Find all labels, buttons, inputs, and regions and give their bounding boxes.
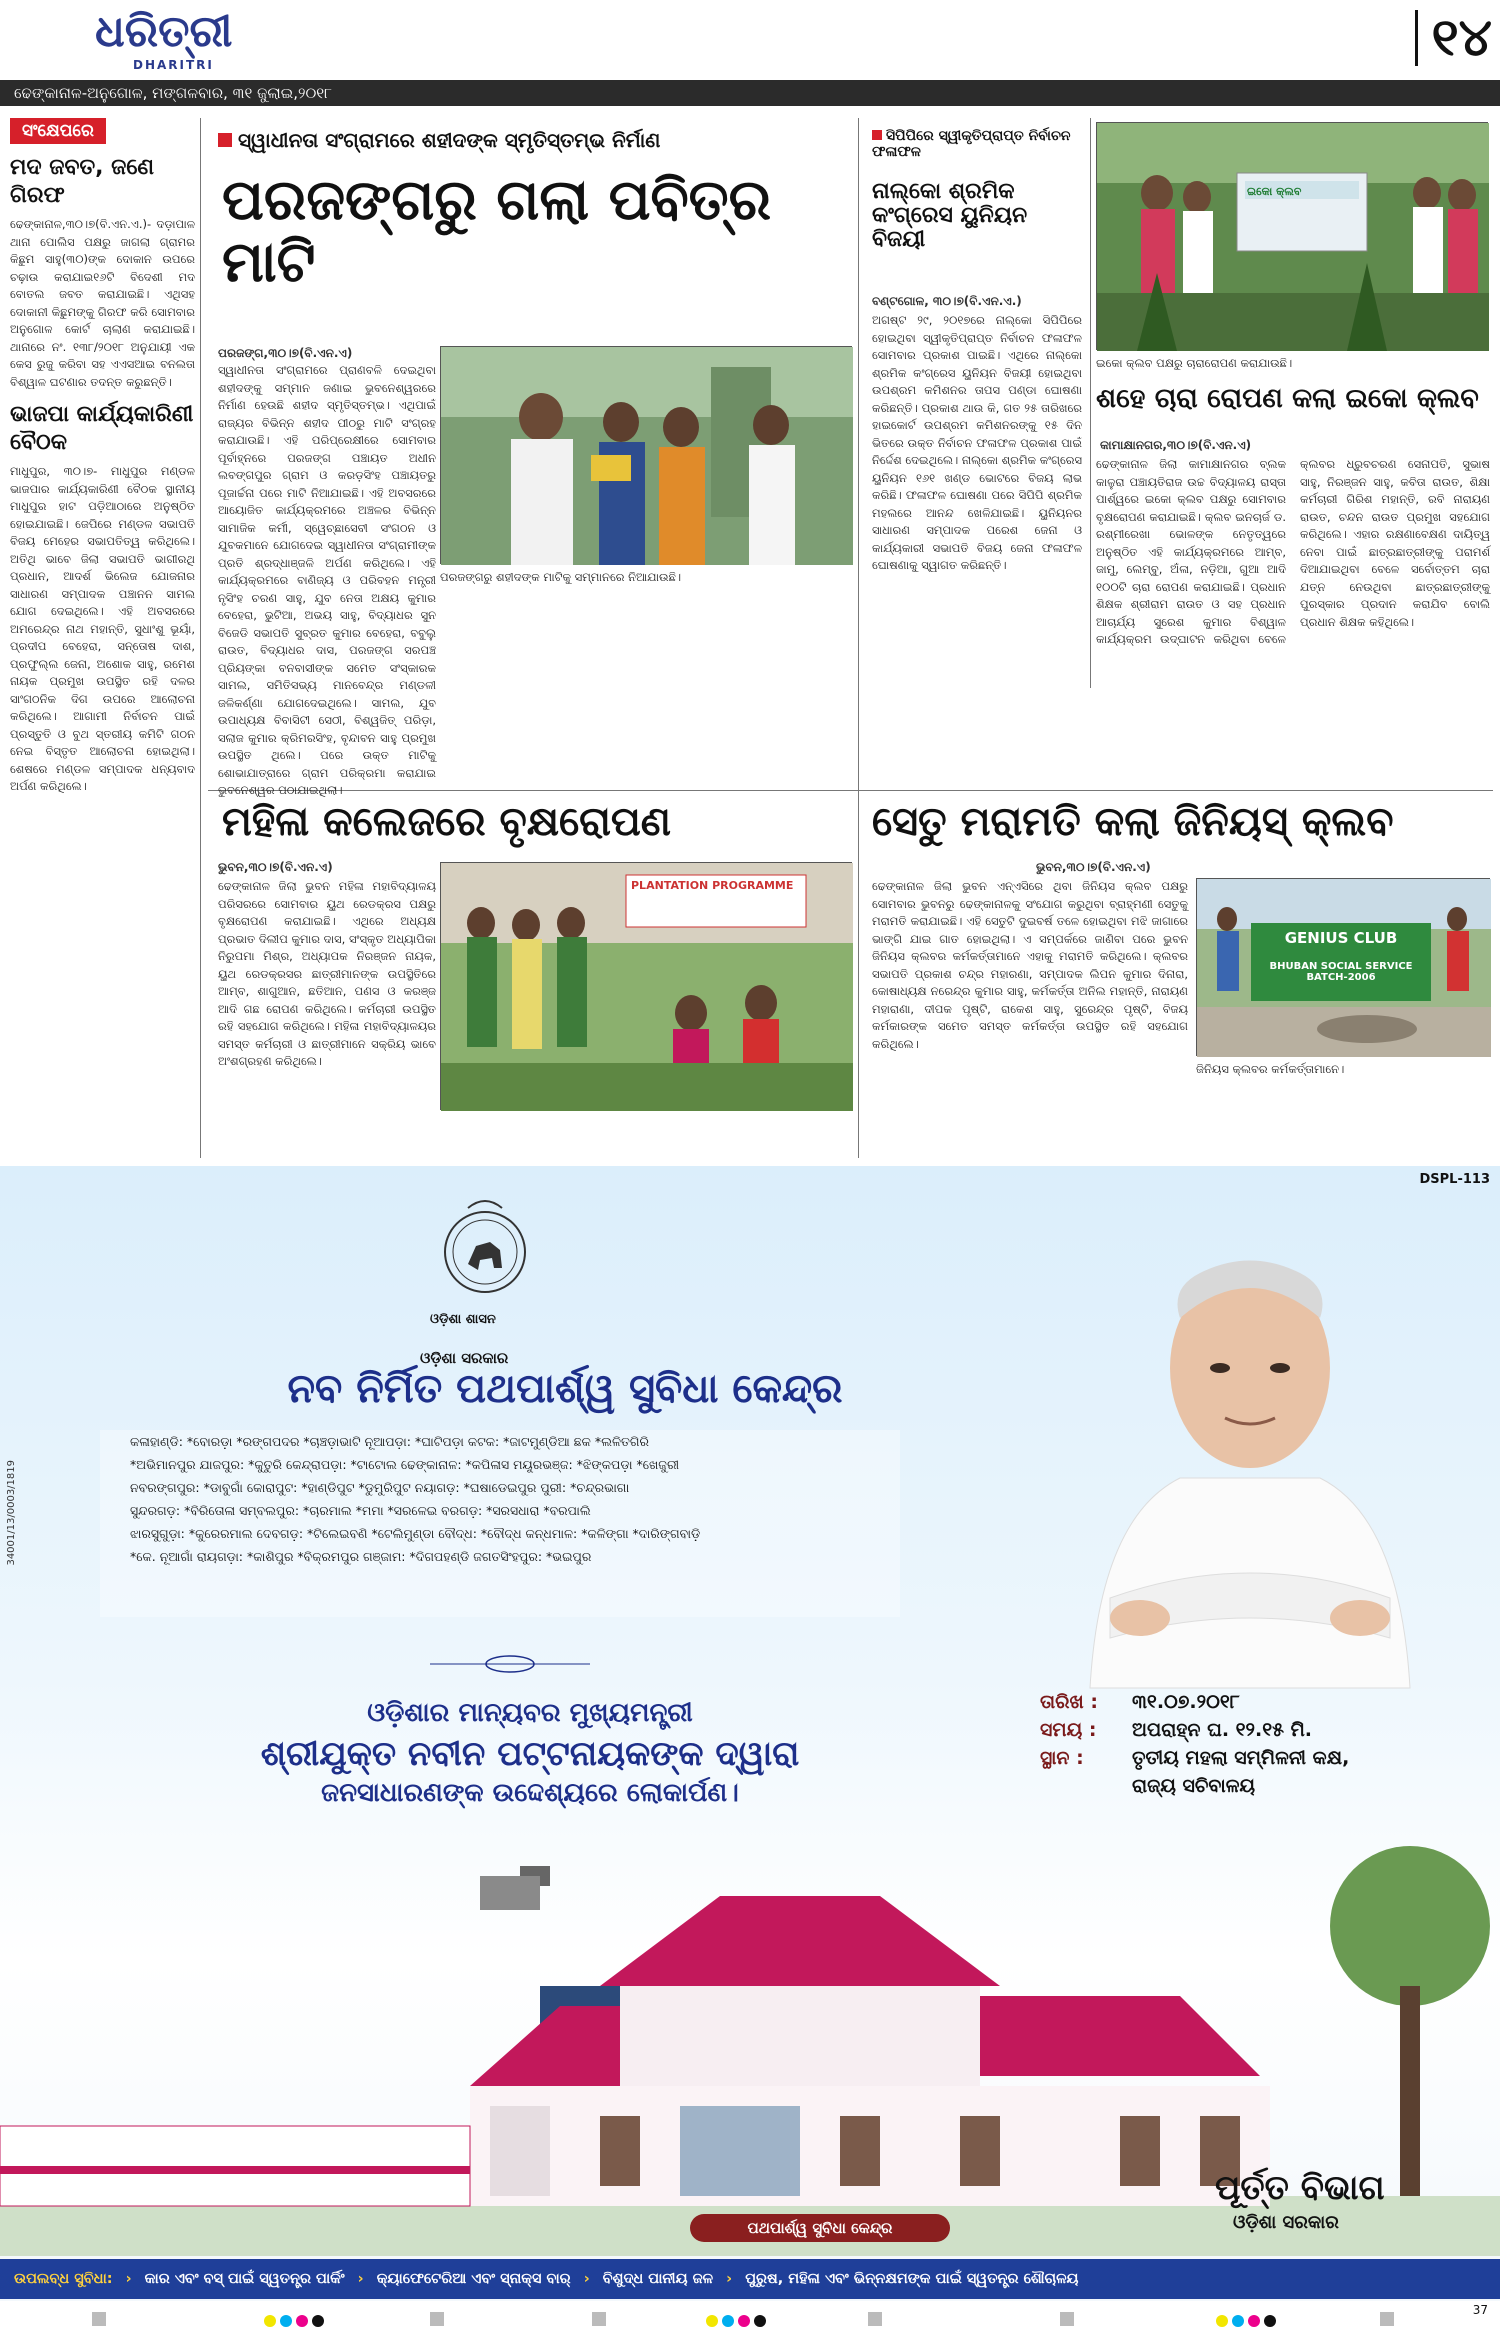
location-line: ଝାରସୁଗୁଡ଼ା: *କୁରେରମାଲ ଦେବଗଡ଼: *ଟିଲେଇବଣି *ଟେଲିମୁଣ୍ଡା ବୌଦ୍ଧ: *ବୌଦ୍ଧ କନ୍ଧମାଳ: *କଳିଙ୍ଗା *ଦାରିଙ୍ଗବାଡ଼ି <box>130 1526 701 1541</box>
brief-headline-1: ମଦ ଜବତ, ଜଣେ ଗିରଫ <box>10 155 155 208</box>
story3-photo <box>1096 122 1488 350</box>
time-value: ଅପରାହ୍ନ ଘ. ୧୨.୧୫ ମି. <box>1132 1719 1313 1741</box>
black-dot-icon <box>312 2315 324 2327</box>
newspaper-logo <box>95 6 255 78</box>
story2-kicker <box>872 128 1082 160</box>
story5-caption: ଜିନିୟସ କ୍ଲବର କର୍ମକର୍ତ୍ତାମାନେ। <box>1196 1062 1345 1076</box>
brief-body-2: ମାଧୁପୁର, ୩୦।୭- ମାଧୁପୁର ମଣ୍ଡଳ ଭାଜପାର କାର୍ଯ୍ୟକାରିଣୀ ବୈଠକ ସ୍ଥାନୀୟ ମାଧୁପୁର ହାଟ ପଡ଼ିଆଠାରେ ଅନୁଷ୍ଠିତ ହୋଇଯାଇଛି। ଜେପିରେ ମଣ୍ଡଳ ସଭାପତି ବିଜୟ ମେହେର ସଭାପତିତ୍ୱ କରିଥିଲେ। ଅତିଥି ଭାବେ ଜିଲା ସଭାପତି ଭାଗୀରଥି ପ୍ରଧାନ, ଆଦର୍ଶ ଭିଲେଜ ଯୋଜନାର ସାଧାରଣ ସମ୍ପାଦକ ପଞ୍ଚାନନ ସାମଲ ଯୋଗ ଦେଇଥିଲେ। ଏହି ଅବସରରେ ଅମରେନ୍ଦ୍ର ନାଥ ମହାନ୍ତି, ସୁଧାଂଶୁ ଭୂୟାଁ, ପ୍ରଦୀପ ବେହେରା, ସନ୍ତୋଷ ଦାଶ, ପ୍ରଫୁଲ୍ଲ ଜେନା, ଅଶୋକ ସାହୁ, ରମେଶ ନାୟକ ପ୍ରମୁଖ ଉପସ୍ଥିତ ରହି ଦଳର ସାଂଗଠନିକ ଦିଗ ଉପରେ ଆଲୋଚନା କରିଥିଲେ। ଆଗାମୀ ନିର୍ବାଚନ ପାଇଁ ପ୍ରସ୍ତୁତି ଓ ବୁଥ ସ୍ତରୀୟ କମିଟି ଗଠନ ନେଇ ବିସ୍ତୃତ ଆଲୋଚନା ହୋଇଥିଲା। ଶେଷରେ ମଣ୍ଡଳ ସମ୍ପାଦକ ଧନ୍ୟବାଦ ଅର୍ପଣ କରିଥିଲେ। <box>10 464 195 793</box>
story2-body: ଅଗଷ୍ଟ ୨୯, ୨୦୧୭ରେ ନାଲ୍କୋ ସିପିପିରେ ହୋଇଥିବା ସ୍ୱୀକୃତିପ୍ରାପ୍ତ ନିର୍ବାଚନ ଫଳାଫଳ ସୋମବାର ପ୍ରକାଶ ପାଇଛି। ଏଥିରେ ନାଲ୍କୋ ଶ୍ରମିକ କଂଗ୍ରେସ ୟୁନିୟନ ବିଜୟୀ ହୋଇଥିବା ଉପଶ୍ରମ କମିଶନର ତାପସ ପଣ୍ଡା ଘୋଷଣା କରିଛନ୍ତି। ପ୍ରକାଶ ଥାଉ କି, ଗତ ୨୫ ତାରିଖରେ ହାଇକୋର୍ଟ ଉପଶ୍ରମ କମିଶନରଙ୍କୁ ୧୫ ଦିନ ଭିତରେ ଉକ୍ତ ନିର୍ବାଚନ ଫଳାଫଳ ପ୍ରକାଶ ପାଇଁ ନିର୍ଦ୍ଦେଶ ଦେଇଥିଲେ। ନାଲ୍କୋ ଶ୍ରମିକ କଂଗ୍ରେସ ୟୁନିୟନ ୧୬୧ ଖଣ୍ଡ ଭୋଟରେ ବିଜୟ ଲାଭ କରିଛି। ଫଳାଫଳ ଘୋଷଣା ପରେ ସିପିପି ଶ୍ରମିକ ମହଲରେ ଆନନ୍ଦ ଖେଳିଯାଇଛି। ୟୁନିୟନର ସାଧାରଣ ସମ୍ପାଦକ ପରେଶ ଜେନା ଓ କାର୍ଯ୍ୟକାରୀ ସଭାପତି ବିଜୟ ଜେନା ଫଳାଫଳ ଘୋଷଣାକୁ ସ୍ୱାଗତ କରିଛନ୍ତି। <box>872 313 1082 572</box>
story1-body-col2 <box>440 588 852 696</box>
story5-dateline: ଭୁବନ,୩୦।୭(ବି.ଏନ.ଏ) <box>1036 860 1151 874</box>
facility-pill: ପଥପାର୍ଶ୍ୱ ସୁବିଧା କେନ୍ଦ୍ର <box>690 2214 950 2242</box>
kicker-square-icon <box>872 130 882 140</box>
odisha-emblem-icon <box>440 1194 530 1324</box>
page-number: ୧୪ <box>1415 10 1492 66</box>
story2-kicker-text: ସିପିପିରେ ସ୍ୱୀକୃତିପ୍ରାପ୍ତ ନିର୍ବାଚନ ଫଳାଫଳ <box>872 128 1071 160</box>
department-name: ପୂର୍ତ୍ତ ବିଭାଗ <box>1215 2168 1385 2208</box>
banner-sub: BHUBAN SOCIAL SERVICE <box>1269 961 1413 972</box>
story1-body: ସ୍ୱାଧୀନତା ସଂଗ୍ରାମରେ ପ୍ରାଣବଳି ଦେଇଥିବା ଶହୀଦଙ୍କୁ ସମ୍ମାନ ଜଣାଇ ଭୁବନେଶ୍ୱରରେ ନିର୍ମାଣ ହେଉଛି ଶହୀଦ ସ୍ମୃତିସ୍ତମ୍ଭ। ଏଥିପାଇଁ ରାଜ୍ୟର ବିଭିନ୍ନ ଶହୀଦ ପୀଠରୁ ମାଟି ସଂଗ୍ରହ କରାଯାଉଛି। ଏହି ପରିପ୍ରେକ୍ଷୀରେ ସୋମବାର ପୂର୍ବାହ୍ନରେ ପରଜଙ୍ଗ ପଞ୍ଚାୟତ ଅଧୀନ ଲବଙ୍ଗପୁର ଗ୍ରାମ ଓ କରଡ଼ସିଂହ ପଞ୍ଚାୟତରୁ ପୂଜାର୍ଚ୍ଚନା ପରେ ମାଟି ନିଆଯାଇଛି। ଏହି ଅବସରରେ ଆୟୋଜିତ କାର୍ଯ୍ୟକ୍ରମରେ ଅଞ୍ଚଳର ବିଭିନ୍ନ ସାମାଜିକ କର୍ମୀ, ସ୍ୱେଚ୍ଛାସେବୀ ସଂଗଠନ ଓ ଯୁବକମାନେ ଯୋଗଦେଇ ସ୍ୱାଧୀନତା ସଂଗ୍ରାମୀଙ୍କ ପ୍ରତି ଶ୍ରଦ୍ଧାଞ୍ଜଳି ଅର୍ପଣ କରିଥିଲେ। ଏହି କାର୍ଯ୍ୟକ୍ରମରେ ବାଣିଜ୍ୟ ଓ ପରିବହନ ମନ୍ତ୍ରୀ ନୃସିଂହ ଚରଣ ସାହୁ, ଯୁବ ନେତା ଅକ୍ଷୟ କୁମାର ବେହେରା, ଭୁଟିଆ, ଅଭୟ ସାହୁ, ବିଦ୍ୟାଧର ସୁନ ବିଜେଡି ସଭାପତି ସୁବ୍ରତ କୁମାର ବେହେରା, ବବୁଲୁ ରାଉତ, ବିଦ୍ୟାଧର ଦାସ, ପରଜଙ୍ଗ ସରପଞ୍ଚ ପ୍ରିୟଙ୍କା ବନବାସୀଙ୍କ ସମେତ ସଂସ୍କାରକ ସାମଲ, ସମିତିସଭ୍ୟ ମାନବେନ୍ଦ୍ର ମଣ୍ଡଳୀ ଜଳିକର୍ଣ୍ଣା ଯୋଗଦେଇଥିଲେ। ସାମଲ, ଯୁବ ଉପାଧ୍ୟକ୍ଷ ବିବାସିଟୀ ସେଠୀ, ବିଶ୍ୱଜିତ୍ ପରିଡ଼ା, ସଲାଜ କୁମାର କ୍ରିମରସିଂହ, ବୃନ୍ଦାବନ ସାହୁ ପ୍ରମୁଖ ଉପସ୍ଥିତ ଥିଲେ। ପରେ ଉକ୍ତ ମାଟିକୁ ଶୋଭାଯାତ୍ରାରେ ଗ୍ରାମ ପରିକ୍ରମା କରାଯାଇ ଭୁବନେଶ୍ୱର ପଠାଯାଇଥିଲା। <box>218 363 436 797</box>
location-line: *ଅଭିମାନପୁର ଯାଜପୁର: *କୁତୁରି କେନ୍ଦ୍ରାପଡ଼ା: *ଟାଟୋଲ ଢେଙ୍କାନାଳ: *କପିଳାସ ମୟୂରଭଞ୍ଜ: *ଝିଙ୍କପଡ଼ା *ଖେଜୁରୀ <box>130 1457 680 1472</box>
story4-body-continued <box>440 1114 852 1158</box>
story4-photo-image <box>441 863 853 1111</box>
story3-headline: ଶହେ ଚାରା ରୋପଣ କଲା ଇକୋ କ୍ଲବ <box>1096 383 1479 414</box>
facilities-footer <box>0 2259 1500 2299</box>
story2-dateline: ବଣ୍ଟଗୋଳ, ୩୦।୭(ବି.ଏନ.ଏ.) <box>872 294 1022 308</box>
facility-item: କାର ଏବଂ ବସ୍ ପାଇଁ ସ୍ୱତନ୍ତ୍ର ପାର୍କିଂ <box>144 2271 345 2287</box>
facility-item: ବିଶୁଦ୍ଧ ପାନୀୟ ଜଳ <box>602 2271 714 2287</box>
grey-mark-icon <box>92 2312 106 2326</box>
event-date <box>1040 1688 1460 1716</box>
yellow-dot-icon <box>706 2315 718 2327</box>
ad-line-2: ଶ୍ରୀଯୁକ୍ତ ନବୀନ ପଟ୍ଟନାୟକଙ୍କ ଦ୍ୱାରା <box>260 1734 800 1774</box>
cyan-dot-icon <box>1232 2315 1244 2327</box>
section-tag: ସଂକ୍ଷେପରେ <box>10 118 106 144</box>
story1-kicker <box>218 128 838 152</box>
chief-minister-portrait <box>1030 1218 1470 1688</box>
black-dot-icon <box>1264 2315 1276 2327</box>
brief-headline-2: ଭାଜପା କାର୍ଯ୍ୟକାରିଣୀ ବୈଠକ <box>10 402 194 455</box>
ad-line-3: ଜନସାଧାରଣଙ୍କ ଉଦ୍ଦେଶ୍ୟରେ ଲୋକାର୍ପଣ। <box>321 1778 739 1808</box>
story1-headline: ପରଜଙ୍ଗରୁ ଗଲା ପବିତ୍ର ମାଟି <box>222 168 772 295</box>
grey-mark-icon <box>868 2312 882 2326</box>
magenta-dot-icon <box>1248 2315 1260 2327</box>
story3-photo-image <box>1097 123 1489 351</box>
ad-title: ନବ ନିର୍ମିତ ପଥପାର୍ଶ୍ୱ ସୁବିଧା କେନ୍ଦ୍ର <box>287 1366 843 1412</box>
date-value: ୩୧.୦୭.୨୦୧୮ <box>1132 1691 1240 1713</box>
story1-kicker-text: ସ୍ୱାଧୀନତା ସଂଗ୍ରାମରେ ଶହୀଦଙ୍କ ସ୍ମୃତିସ୍ତମ୍ଭ ନିର୍ମାଣ <box>238 128 661 152</box>
row-divider <box>208 790 1493 791</box>
magenta-dot-icon <box>738 2315 750 2327</box>
emblem-text: ଓଡ଼ିଶା ଶାସନ <box>430 1312 496 1327</box>
facility-item: ପୁରୁଷ, ମହିଳା ଏବଂ ଭିନ୍ନକ୍ଷମଙ୍କ ପାଇଁ ସ୍ୱତନ୍ତ୍ର ଶୌଚାଳୟ <box>745 2271 1079 2287</box>
story4-dateline: ଭୁବନ,୩୦।୭(ବି.ଏନ.ଏ) <box>218 860 333 874</box>
folio-number: 37 <box>1472 2303 1488 2317</box>
banner-title: GENIUS CLUB <box>1284 929 1398 947</box>
magenta-dot-icon <box>296 2315 308 2327</box>
story4-headline: ମହିଳା କଲେଜରେ ବୃକ୍ଷରୋପଣ <box>222 799 672 845</box>
kicker-square-icon <box>218 133 232 147</box>
grey-mark-icon <box>1060 2312 1074 2326</box>
venue-value-2: ରାଜ୍ୟ ସଚିବାଳୟ <box>1132 1775 1256 1797</box>
genius-club-banner <box>1255 929 1427 983</box>
grey-mark-icon <box>592 2312 606 2326</box>
brief-body-1: ଢେଙ୍କାନାଳ,୩୦।୭(ବି.ଏନ.ଏ.)- ଦଡ଼ାପାଳ ଥାନା ପୋଲିସ ପକ୍ଷରୁ ଜାଗଲା ଗ୍ରାମର କିଛୁମ ସାହୁ(୩୦)ଙ୍କ ଦୋକାନ ଉପରେ ଚଢ଼ାଉ କରାଯାଇ୧୬ଟି ବିଦେଶୀ ମଦ ବୋତଲ ଜବତ କରାଯାଇଛି। ଏଥିସହ ଦୋକାନୀ କିଛୁମଙ୍କୁ ଗିରଫ କରି ସୋମବାର ଅନୁଗୋଳ କୋର୍ଟ ଚାଲାଣ କରାଯାଇଛି। ଥାନାରେ ନଂ. ୧୩୮/୨୦୧୮ ଅନୁଯାୟୀ ଏକ କେସ ରୁଜୁ କରିବା ସହ ଏଏସଆଇ ବନଲତା ବିଶ୍ୱାଳ ଘଟଣାର ତଦନ୍ତ କରୁଛନ୍ତି। <box>10 217 195 389</box>
column-divider <box>200 118 201 1158</box>
ad-side-code: 34001/13/0003/1819 <box>6 1460 17 1566</box>
brand-sub: DHARITRI <box>133 58 214 72</box>
flourish-divider-icon <box>430 1652 590 1676</box>
story5-photo <box>1196 878 1490 1056</box>
separator-icon: › <box>726 2271 733 2287</box>
yellow-dot-icon <box>1216 2315 1228 2327</box>
ad-line-1: ଓଡ଼ିଶାର ମାନ୍ୟବର ମୁଖ୍ୟମନ୍ତ୍ରୀ <box>367 1698 693 1728</box>
facilities-label: ଉପଲବ୍ଧ ସୁବିଧା: <box>14 2271 113 2287</box>
story4-banner-text: PLANTATION PROGRAMME <box>631 879 794 892</box>
venue-label: ସ୍ଥାନ : <box>1040 1747 1084 1769</box>
location-line: ନବରଙ୍ଗପୁର: *ଡାବୁଗାଁ କୋରାପୁଟ: *ହାଣ୍ଡିପୁଟ *ଡୁମୁରିପୁଟ ନୟାଗଡ଼: *ଘଷାଡେଇପୁର ପୁରୀ: *ଚନ୍ଦ୍ରଭାଗା <box>130 1480 630 1495</box>
facility-item: କ୍ୟାଫେଟେରିଆ ଏବଂ ସ୍ନାକ୍ସ ବାର୍ <box>376 2271 571 2287</box>
yellow-dot-icon <box>264 2315 276 2327</box>
separator-icon: › <box>583 2271 590 2287</box>
masthead <box>0 0 1500 80</box>
cyan-dot-icon <box>722 2315 734 2327</box>
department-govt: ଓଡ଼ିଶା ସରକାର <box>1233 2212 1339 2233</box>
time-label: ସମୟ : <box>1040 1719 1097 1741</box>
separator-icon: › <box>125 2271 132 2287</box>
story1-body-col1 <box>218 362 436 797</box>
event-venue-2 <box>1040 1772 1460 1800</box>
story3-caption: ଇକୋ କ୍ଲବ ପକ୍ଷରୁ ଚାରାରୋପଣ କରାଯାଉଛି। <box>1096 356 1293 370</box>
location-line: ସୁନ୍ଦରଗଡ଼: *ବିରିତୋଳା ସମ୍ବଲପୁର: *ଚାରମାଲ *ମମା *ସରଳେଇ ବରଗଡ଼: *ସରସଧାରା *ବରପାଲି <box>130 1503 591 1518</box>
print-registration-marks <box>0 2302 1500 2335</box>
location-line: କଳାହାଣ୍ଡି: *ବୋରଡ଼ା *ରଙ୍ଗପଦର *ଚାଞ୍ଚଡ଼ାଭାଟି ନୂଆପଡ଼ା: *ଘାଟିପଡ଼ା କଟକ: *ଜାଟମୁଣ୍ଡିଆ ଛକ *ଲଳିତଗିରି <box>130 1434 649 1449</box>
brief-column <box>10 118 195 1158</box>
story5-body: ଢେଙ୍କାନାଳ ଜିଲା ଭୁବନ ଏନ୍‌ଏସିରେ ଥିବା ଜିନିୟସ କ୍ଲବ ପକ୍ଷରୁ ସୋମବାର ଭୁବନରୁ ଢେଙ୍କାନାଳକୁ ସଂଯୋଗ କରୁଥିବା ବ୍ରାହ୍ମଣୀ ସେତୁକୁ ମରାମତି କରାଯାଇଛି। ଏହି ସେତୁଟି ଦୁଇବର୍ଷ ତଳେ ହୋଇଥିବା ମଝି ଜାଗାରେ ଭାଙ୍ଗି ଯାଇ ଗାତ ହୋଇଥିଲା। ଏ ସମ୍ପର୍କରେ ଜାଣିବା ପରେ ଭୁବନ ଜିନିୟସ କ୍ଲବର କର୍ମକର୍ତ୍ତାମାନେ ଏହାକୁ ମରାମତି କରିଥିଲେ। କ୍ଲବର ସଭାପତି ପ୍ରକାଶ ଚନ୍ଦ୍ର ମହାରଣା, ସମ୍ପାଦକ ଲିପନ କୁମାର ଦିନାରା, କୋଷାଧ୍ୟକ୍ଷ ନରେନ୍ଦ୍ର କୁମାର ସାହୁ, କର୍ମକର୍ତ୍ତା ଅନିଲ ମହାନ୍ତି, ନାରାୟଣ ମହାରାଣା, ଦୀପକ ପୃଷ୍ଟି, ରାକେଶ ସାହୁ, ସୁରେନ୍ଦ୍ର ପୃଷ୍ଟି, ବିଜୟ କର୍ମକାରଙ୍କ ସମେତ ସମସ୍ତ କର୍ମକର୍ତ୍ତା ଉପସ୍ଥିତ ରହି ସହଯୋଗ କରିଥିଲେ। <box>872 879 1188 1051</box>
story3-photo-banner: ଇକୋ କ୍ଲବ <box>1247 185 1302 198</box>
separator-icon: › <box>357 2271 364 2287</box>
story2-headline: ନାଲ୍କୋ ଶ୍ରମିକ କଂଗ୍ରେସ ୟୁନିୟନ ବିଜୟୀ <box>872 179 1028 253</box>
ad-govt-name: ଓଡ଼ିଶା ସରକାର <box>420 1349 509 1367</box>
story1-dateline: ପରଜଙ୍ଗ,୩୦।୭(ବି.ଏନ.ଏ) <box>218 346 353 360</box>
story1-caption: ପରଜଙ୍ଗରୁ ଶହୀଦଙ୍କ ମାଟିକୁ ସମ୍ମାନରେ ନିଆଯାଉଛି। <box>440 570 682 584</box>
venue-value: ତୃତୀୟ ମହଲା ସମ୍ମିଳନୀ କକ୍ଷ, <box>1132 1747 1350 1769</box>
story3-dateline: କାମାକ୍ଷାନଗର,୩୦।୭(ବି.ଏନ.ଏ) <box>1100 438 1252 452</box>
ad-code: DSPL-113 <box>1419 1172 1490 1187</box>
story4-photo <box>440 862 852 1110</box>
grey-mark-icon <box>430 2312 444 2326</box>
edition-dateline: ଢେଙ୍କାନାଳ-ଅନୁଗୋଳ, ମଙ୍ଗଳବାର, ୩୧ ଜୁଲାଇ,୨୦୧୮ <box>0 80 1500 106</box>
brand-name: ଧରିତ୍ରୀ <box>95 6 233 57</box>
story5-headline: ସେତୁ ମରାମତି କଲା ଜିନିୟସ୍ କ୍ଲବ <box>872 799 1394 845</box>
story3-body: ଢେଙ୍କାନାଳ ଜିଲା କାମାକ୍ଷାନଗର ବ୍ଲକ କାଳୁରା ପଞ୍ଚାୟତିରାଜ ଉଚ୍ଚ ବିଦ୍ୟାଳୟ ରାସ୍ତା ପାର୍ଶ୍ୱରେ ଇକୋ କ୍ଲବ ପକ୍ଷରୁ ସୋମବାର ବୃକ୍ଷରୋପଣ କରାଯାଇଛି। କ୍ଲବ ଇନଚାର୍ଜ ଡ. ରଶ୍ମୀରେଖା ଭୋଳଙ୍କ ନେତୃତ୍ୱରେ ଅନୁଷ୍ଠିତ ଏହି କାର୍ଯ୍ୟକ୍ରମରେ ଆମ୍ବ, ଜାମୁ, ଲେମ୍ବୁ, ଅଁଳା, ନଡ଼ିଆ, ଗୁଆ ଆଦି ୧୦୦ଟି ଚାରା ରୋପଣ କରାଯାଇଛି। ପ୍ରଧାନ ଶିକ୍ଷକ ଶ୍ରୀରାମ ରାଉତ ଓ ସହ ପ୍ରଧାନ ଆଚାର୍ଯ୍ୟ ସୁରେଶ କୁମାର ବିଶ୍ୱାଳ କାର୍ଯ୍ୟକ୍ରମ ଉଦ୍‌ଘାଟନ କରିଥିବା ବେଳେ କ୍ଲବର ଧ୍ରୁବଚରଣ ସେନାପତି, ସୁଭାଷ ସାହୁ, ନିରଞ୍ଜନ ସାହୁ, କବିତା ରାଉତ, ଶିକ୍ଷା କର୍ମଚାରୀ ଗିରିଶ ମହାନ୍ତି, ରବି ନାରାୟଣ ରାଉତ, ଚନ୍ଦନ ରାଉତ ପ୍ରମୁଖ ସହଯୋଗ କରିଥିଲେ। ଏହାର ରକ୍ଷଣାବେକ୍ଷଣ ଦାୟିତ୍ୱ ନେବା ପାଇଁ ଛାତ୍ରଛାତ୍ରୀଙ୍କୁ ପରାମର୍ଶ ଦିଆଯାଇଥିବା ବେଳେ ସର୍ବୋତ୍ତମ ଚାରା ଯତ୍ନ ନେଉଥିବା ଛାତ୍ରଛାତ୍ରୀଙ୍କୁ ପୁରସ୍କାର ପ୍ରଦାନ କରାଯିବ ବୋଲି ପ୍ରଧାନ ଶିକ୍ଷକ କହିଥିଲେ। <box>1096 457 1490 646</box>
event-time <box>1040 1716 1460 1744</box>
story4-body: ଢେଙ୍କାନାଳ ଜିଲା ଭୁବନ ମହିଳା ମହାବିଦ୍ୟାଳୟ ପରିସରରେ ସୋମବାର ୟୁଥ ରେଡକ୍ରସ ପକ୍ଷରୁ ବୃକ୍ଷରୋପଣ କରାଯାଇଛି। ଏଥିରେ ଅଧ୍ୟକ୍ଷ ପ୍ରଭାତ ଦିଲୀପ କୁମାର ଦାସ, ସଂସ୍କୃତ ଅଧ୍ୟାପିକା ନିରୁପମା ମିଶ୍ର, ଅଧ୍ୟାପକ ନିରଞ୍ଜନ ନାୟକ, ୟୁଥ ରେଡକ୍ରସର ଛାତ୍ରୀମାନଙ୍କ ଉପସ୍ଥିତିରେ ଆମ୍ବ, ଶାଗୁଆନ, ଛତିଆନ, ପଣସ ଓ କରଞ୍ଜ ଆଦି ଗଛ ରୋପଣ କରିଥିଲେ। କର୍ମଚାରୀ ଉପସ୍ଥିତ ରହି ସହଯୋଗ କରିଥିଲେ। ମହିଳା ମହାବିଦ୍ୟାଳୟର ସମସ୍ତ କର୍ମଚାରୀ ଓ ଛାତ୍ରୀମାନେ ସକ୍ରିୟ ଭାବେ ଅଂଶଗ୍ରହଣ କରିଥିଲେ। <box>218 879 436 1068</box>
column-divider <box>1090 118 1091 688</box>
date-label: ତାରିଖ : <box>1040 1691 1098 1713</box>
banner-batch: BATCH-2006 <box>1306 972 1376 983</box>
govt-advertisement <box>0 1166 1500 2301</box>
location-line: *କେ. ନୂଆଗାଁ ରାୟଗଡ଼ା: *କାଶିପୁର *ବିକ୍ରମପୁର ଗଞ୍ଜାମ: *ଦିଗପହଣ୍ଡି ଜଗତସିଂହପୁର: *ଭଇପୁର <box>130 1549 592 1564</box>
black-dot-icon <box>754 2315 766 2327</box>
event-details <box>1040 1688 1460 1800</box>
cyan-dot-icon <box>280 2315 292 2327</box>
story1-photo <box>440 346 852 564</box>
grey-mark-icon <box>1380 2312 1394 2326</box>
location-list <box>100 1430 900 1617</box>
event-venue <box>1040 1744 1460 1772</box>
story1-photo-image <box>441 347 853 565</box>
